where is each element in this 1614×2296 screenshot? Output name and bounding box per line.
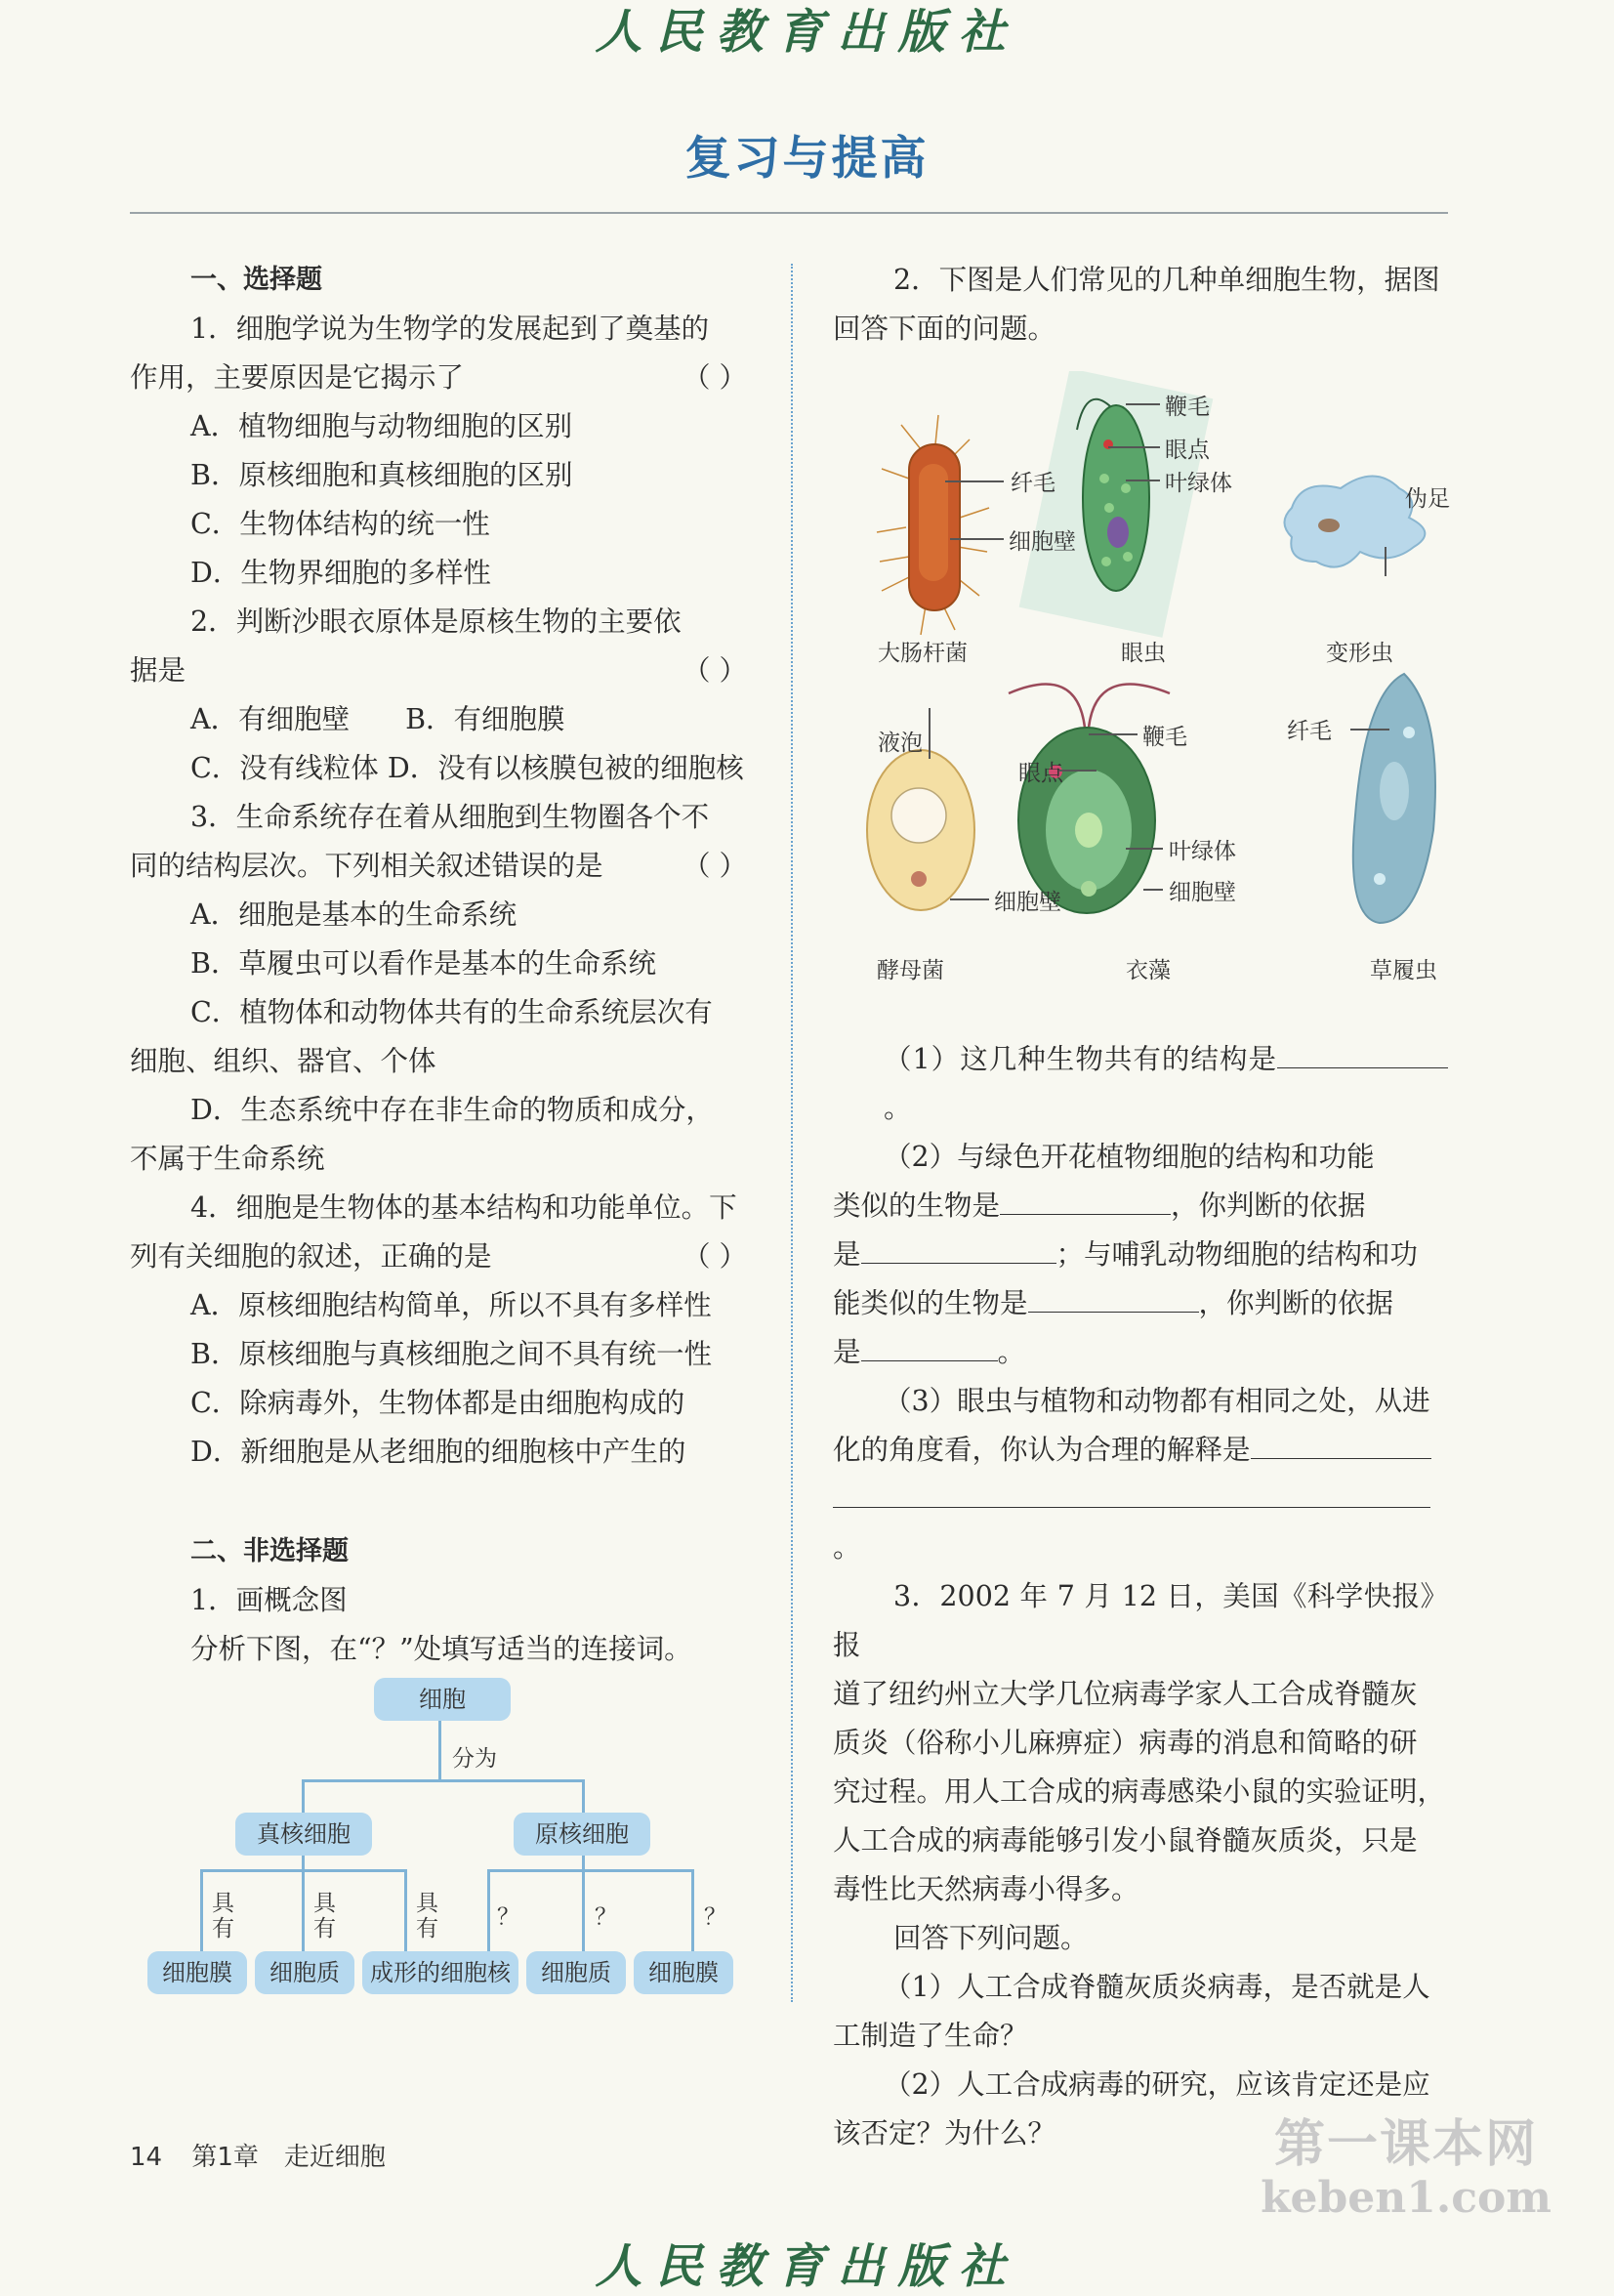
rq2-stem-cont: 回答下面的问题。 bbox=[833, 313, 1056, 345]
label-cell-wall-yeast: 细胞壁 bbox=[994, 890, 1061, 915]
rq3-line: 道了纽约州立大学几位病毒学家人工合成脊髓灰 bbox=[833, 1678, 1418, 1710]
q3-option-b: B．草履虫可以看作是基本的生命系统 bbox=[190, 947, 656, 980]
q3-option-d: D．生态系统中存在非生命的物质和成分， bbox=[190, 1094, 714, 1126]
rq2-stem: 2．下图是人们常见的几种单细胞生物，据图 bbox=[893, 264, 1440, 296]
q1-option-b: B．原核细胞和真核细胞的区别 bbox=[190, 459, 573, 491]
q2-answer-paren: （ ） bbox=[682, 654, 747, 687]
label-vacuole: 液泡 bbox=[878, 731, 923, 756]
q3-option-d-cont: 不属于生命系统 bbox=[130, 1143, 325, 1175]
label-cilia-paramecium: 纤毛 bbox=[1287, 719, 1332, 744]
answer-blank[interactable] bbox=[1000, 1189, 1171, 1215]
sub2-line5: 是 。 bbox=[833, 1336, 1026, 1368]
q4-option-b: B．原核细胞与真核细胞之间不具有统一性 bbox=[190, 1338, 712, 1370]
rq3-line: 质炎（俗称小儿麻痹症）病毒的消息和简略的研 bbox=[833, 1727, 1418, 1759]
rq3-sub2: （2）人工合成病毒的研究，应该肯定还是应 bbox=[884, 2068, 1430, 2101]
sub2-line3: 是 ；与哺乳动物细胞的结构和功 bbox=[833, 1238, 1419, 1271]
rq3-line: 人工合成的病毒能够引发小鼠脊髓灰质炎，只是 bbox=[833, 1824, 1418, 1857]
chapter-title: 第1章 走近细胞 bbox=[191, 2143, 386, 2172]
amoeba-illustration bbox=[1285, 477, 1426, 567]
map-node-prokaryote: 原核细胞 bbox=[514, 1813, 650, 1856]
right-column-lower bbox=[833, 1035, 1448, 2158]
map-leaf: 细胞质 bbox=[255, 1951, 354, 1994]
yeast-illustration bbox=[867, 750, 974, 910]
ecoli-illustration bbox=[877, 415, 989, 635]
label-cell-wall-chlamy: 细胞壁 bbox=[1169, 880, 1236, 905]
column-divider bbox=[791, 264, 793, 2002]
caption-ecoli: 大肠杆菌 bbox=[878, 641, 968, 666]
map-link-blank: ？ bbox=[704, 1904, 726, 1930]
section-heading-choice: 一、选择题 bbox=[190, 265, 322, 295]
map-link-divide: 分为 bbox=[452, 1746, 497, 1772]
answer-blank[interactable] bbox=[861, 1335, 998, 1361]
label-flagellum-chlamy: 鞭毛 bbox=[1142, 725, 1187, 750]
caption-amoeba: 变形虫 bbox=[1326, 641, 1393, 666]
map-link-has: 具有 bbox=[212, 1891, 234, 1941]
publisher-logo-bottom: 人民教育出版社 bbox=[595, 2239, 1019, 2294]
paramecium-illustration bbox=[1353, 674, 1435, 923]
caption-paramecium: 草履虫 bbox=[1370, 958, 1437, 983]
page-number: 14 bbox=[130, 2143, 163, 2172]
section-heading-nonchoice: 二、非选择题 bbox=[190, 1536, 349, 1566]
label-eyespot: 眼点 bbox=[1165, 438, 1210, 463]
q1-stem-cont: 作用，主要原因是它揭示了 （ ） bbox=[130, 354, 747, 402]
rq3-sub1: （1）人工合成脊髓灰质炎病毒，是否就是人 bbox=[884, 1971, 1430, 2003]
publisher-logo-top: 人民教育出版社 bbox=[595, 5, 1019, 60]
label-flagellum: 鞭毛 bbox=[1165, 395, 1210, 420]
map-node-eukaryote: 真核细胞 bbox=[235, 1813, 372, 1856]
sub3-line1: （3）眼虫与植物和动物都有相同之处，从进 bbox=[884, 1385, 1430, 1417]
q2-options-ab: A．有细胞壁 B．有细胞膜 bbox=[190, 703, 565, 735]
q1-option-d: D．生物界细胞的多样性 bbox=[190, 557, 491, 589]
sub1: （1）这几种生物共有的结构是。 bbox=[833, 1035, 1448, 1133]
map-connector bbox=[438, 1721, 441, 1781]
map-link-blank: ？ bbox=[497, 1904, 519, 1930]
rq3-line: 毒性比天然病毒小得多。 bbox=[833, 1873, 1139, 1905]
organisms-illustration bbox=[833, 371, 1458, 996]
q3-answer-paren: （ ） bbox=[682, 850, 747, 882]
caption-yeast: 酵母菌 bbox=[877, 958, 944, 983]
sub2-line4: 能类似的生物是 ，你判断的依据 bbox=[833, 1287, 1394, 1319]
label-chloroplast: 叶绿体 bbox=[1165, 471, 1232, 496]
label-pseudopod: 伪足 bbox=[1405, 486, 1450, 512]
q4-option-a: A．原核细胞结构简单，所以不具有多样性 bbox=[190, 1289, 712, 1321]
q4-option-c: C．除病毒外，生物体都是由细胞构成的 bbox=[190, 1387, 685, 1419]
q3-stem-cont: 同的结构层次。下列相关叙述错误的是 （ ） bbox=[130, 842, 747, 891]
caption-chlamydomonas: 衣藻 bbox=[1126, 958, 1171, 983]
sub2-line2: 类似的生物是 ，你判断的依据 bbox=[833, 1190, 1366, 1222]
sub3-line2: 化的角度看，你认为合理的解释是 bbox=[833, 1426, 1448, 1475]
q2-stem: 2．判断沙眼衣原体是原核生物的主要依 bbox=[190, 605, 682, 638]
answer-blank[interactable] bbox=[1251, 1433, 1431, 1459]
answer-blank[interactable] bbox=[833, 1482, 1430, 1508]
q3-option-c: C．植物体和动物体共有的生命系统层次有 bbox=[190, 996, 713, 1028]
watermark bbox=[1260, 2115, 1552, 2223]
map-leaf: 细胞质 bbox=[526, 1951, 626, 1994]
rq3-line: 究过程。用人工合成的病毒感染小鼠的实验证明， bbox=[833, 1775, 1446, 1808]
left-column bbox=[130, 256, 747, 1674]
page-footer bbox=[130, 2137, 386, 2173]
answer-blank[interactable] bbox=[861, 1237, 1056, 1264]
map-link-has: 具有 bbox=[416, 1891, 438, 1941]
rq3-sub2-cont: 该否定？为什么？ bbox=[833, 2117, 1056, 2150]
q3-stem: 3．生命系统存在着从细胞到生物圈各个不 bbox=[190, 801, 710, 833]
rq3-sub1-cont: 工制造了生命？ bbox=[833, 2020, 1028, 2052]
page-title: 复习与提高 bbox=[684, 132, 930, 186]
rq3-ask: 回答下列问题。 bbox=[893, 1922, 1089, 1954]
q2-stem-cont: 据是 （ ） bbox=[130, 647, 747, 695]
map-link-blank: ？ bbox=[595, 1904, 617, 1930]
sub3-line3: 。 bbox=[833, 1475, 1448, 1572]
map-node-cell: 细胞 bbox=[374, 1678, 511, 1721]
q1-answer-paren: （ ） bbox=[682, 361, 747, 394]
answer-blank[interactable] bbox=[1028, 1286, 1199, 1313]
label-chloroplast-chlamy: 叶绿体 bbox=[1169, 839, 1236, 864]
right-column bbox=[833, 256, 1448, 354]
q3-option-a: A．细胞是基本的生命系统 bbox=[190, 898, 517, 931]
q2-options-cd: C．没有线粒体 D．没有以核膜包被的细胞核 bbox=[190, 752, 744, 784]
map-leaf: 成形的细胞核 bbox=[362, 1951, 518, 1994]
organisms-figure bbox=[833, 371, 1458, 996]
q4-stem-cont: 列有关细胞的叙述，正确的是 （ ） bbox=[130, 1232, 747, 1281]
q4-answer-paren: （ ） bbox=[682, 1240, 747, 1273]
watermark-cn: 第一课本网 bbox=[1273, 2115, 1538, 2174]
q1-option-a: A．植物细胞与动物细胞的区别 bbox=[190, 410, 573, 442]
p1-title: 1．画概念图 bbox=[190, 1584, 348, 1616]
label-cell-wall: 细胞壁 bbox=[1009, 529, 1076, 555]
q3-option-c-cont: 细胞、组织、器官、个体 bbox=[130, 1045, 436, 1077]
label-cilia: 纤毛 bbox=[1011, 471, 1055, 496]
map-link-has: 具有 bbox=[313, 1891, 336, 1941]
rq3-line: 3．2002 年 7 月 12 日，美国《科学快报》报 bbox=[833, 1580, 1448, 1661]
p1-instruction: 分析下图，在“？”处填写适当的连接词。 bbox=[190, 1633, 692, 1665]
concept-map bbox=[130, 1678, 755, 2010]
sub2-line1: （2）与绿色开花植物细胞的结构和功能 bbox=[884, 1141, 1375, 1173]
map-leaf: 细胞膜 bbox=[634, 1951, 733, 1994]
q4-stem: 4．细胞是生物体的基本结构和功能单位。下 bbox=[190, 1191, 737, 1224]
watermark-en: keben1.com bbox=[1261, 2173, 1552, 2223]
title-rule bbox=[130, 212, 1448, 214]
caption-euglena: 眼虫 bbox=[1121, 641, 1166, 666]
answer-blank[interactable] bbox=[1277, 1042, 1448, 1068]
q1-option-c: C．生物体结构的统一性 bbox=[190, 508, 490, 540]
label-eyespot-chlamy: 眼点 bbox=[1018, 761, 1063, 786]
q1-stem: 1．细胞学说为生物学的发展起到了奠基的 bbox=[190, 313, 710, 345]
map-leaf: 细胞膜 bbox=[147, 1951, 247, 1994]
q4-option-d: D．新细胞是从老细胞的细胞核中产生的 bbox=[190, 1436, 686, 1468]
map-connector bbox=[302, 1779, 585, 1782]
